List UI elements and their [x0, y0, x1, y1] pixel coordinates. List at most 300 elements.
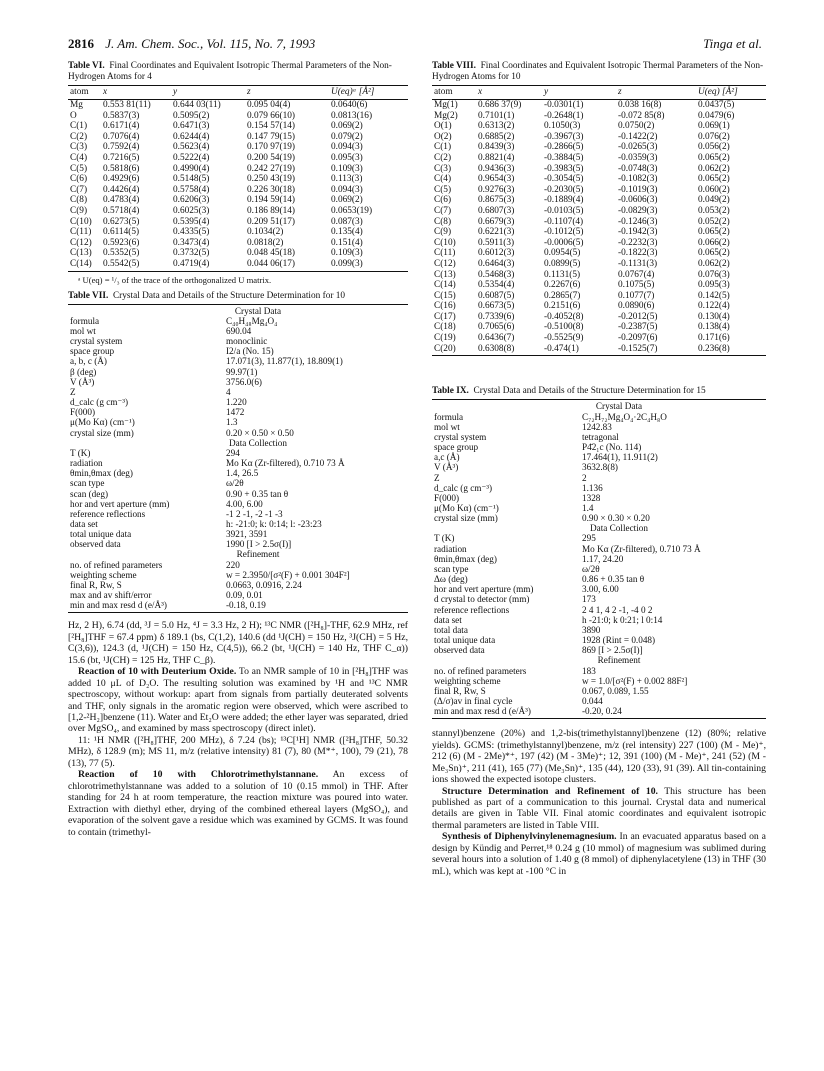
table-cell: 0.236(8)	[698, 343, 730, 354]
table-cell: 0.3732(5)	[173, 248, 210, 259]
table-cell: 0.4719(4)	[173, 258, 210, 269]
table-cell: 0.5837(3)	[103, 110, 140, 121]
parameter-value: 4.00, 6.00	[226, 498, 263, 509]
paragraph: 11: ¹H NMR ([²H₈]THF, 200 MHz), δ 7.24 (bs); ¹³C[¹H] NMR ([²H₈]THF, 50.32 MHz), δ 128.9 (m); MS 11, m/z (relative intensity) 81 (7), 80 (M*⁺, 100), 79 (21), 78 (13), 77 (5).	[68, 734, 408, 769]
parameter-value: P4̄2₁c (No. 114)	[582, 442, 642, 453]
table-row	[432, 625, 766, 635]
parameter-label: max and av shift/error	[70, 590, 152, 601]
column-header: z	[245, 86, 329, 100]
column-header: x	[476, 86, 542, 100]
table-cell: -0.1082(3)	[618, 174, 658, 185]
parameter-label: min and max resd d (e/Å³)	[70, 600, 167, 611]
table-cell: -0.5100(8)	[544, 322, 584, 333]
table-row	[432, 432, 766, 442]
table-cell: 0.1077(7)	[618, 290, 655, 301]
table-row	[68, 519, 408, 529]
table-cell: 0.060(2)	[698, 184, 730, 195]
table-row	[432, 153, 766, 164]
table-cell: 0.4990(4)	[173, 163, 210, 174]
table-row	[432, 333, 766, 344]
column-header: U(eq)ᵃ [Å²]	[329, 86, 408, 100]
column-header: z	[616, 86, 696, 100]
table-row	[68, 142, 408, 153]
table-row	[68, 111, 408, 122]
parameter-label: V (Å³)	[70, 376, 95, 387]
table-cell: 0.052(2)	[698, 216, 730, 227]
table-cell: -0.2387(5)	[618, 322, 658, 333]
table-cell: 0.4783(4)	[103, 195, 140, 206]
table-cell: 0.6087(5)	[478, 290, 515, 301]
table-row	[68, 185, 408, 196]
table-8	[432, 61, 766, 356]
table-row	[68, 153, 408, 164]
table-cell: -0.2648(1)	[544, 110, 584, 121]
table-cell: 0.226 30(18)	[247, 184, 296, 195]
table-row	[68, 509, 408, 519]
table-row	[432, 594, 766, 604]
parameter-label: (Δ/σ)av in final cycle	[434, 695, 513, 706]
table-row	[68, 316, 408, 326]
table-cell: -0.0103(5)	[544, 205, 584, 216]
parameter-label: formula	[70, 315, 100, 326]
table-cell: -0.3884(5)	[544, 152, 584, 163]
table-cell: 0.094(3)	[331, 184, 363, 195]
table-cell: 0.6308(8)	[478, 343, 515, 354]
parameter-value: 3632.8(8)	[582, 462, 618, 473]
table-row	[432, 554, 766, 564]
parameter-value: 0.044	[582, 695, 603, 706]
parameter-value: 0.067, 0.089, 1.55	[582, 685, 649, 696]
table-cell: 0.113(3)	[331, 174, 363, 185]
table-cell: 0.6244(4)	[173, 131, 210, 142]
table-9	[432, 386, 766, 719]
table-cell: 0.130(4)	[698, 311, 730, 322]
parameter-label: d_calc (g cm⁻³)	[434, 482, 493, 493]
table-cell: -0.1246(3)	[618, 216, 658, 227]
table-cell: -0.1942(3)	[618, 227, 658, 238]
table-cell: -0.0006(5)	[544, 237, 584, 248]
table-cell: 0.065(2)	[698, 227, 730, 238]
table-cell: 0.0437(5)	[698, 100, 735, 110]
table-row	[68, 458, 408, 468]
table-row	[432, 227, 766, 238]
table-row	[68, 174, 408, 185]
table-cell: C(7)	[434, 205, 452, 216]
table-cell: 0.5542(5)	[103, 258, 140, 269]
table-cell: 0.069(2)	[331, 195, 363, 206]
authors: Tinga et al.	[703, 36, 762, 51]
table-cell: 0.0954(5)	[544, 248, 581, 259]
table-cell: C(2)	[434, 152, 452, 163]
table-cell: C(5)	[434, 184, 452, 195]
table-8-grid	[432, 85, 766, 356]
table-cell: 0.0890(6)	[618, 301, 655, 312]
table-row	[68, 580, 408, 590]
table-cell: 0.7592(4)	[103, 142, 140, 153]
parameter-value: 0.90 × 0.30 × 0.20	[582, 513, 650, 524]
table-row	[432, 142, 766, 153]
table-cell: 0.6273(5)	[103, 216, 140, 227]
table-cell: -0.3967(3)	[544, 131, 584, 142]
table-row	[68, 499, 408, 509]
table-row	[432, 111, 766, 122]
table-cell: 0.048 45(18)	[247, 248, 296, 259]
parameter-label: T (K)	[434, 533, 455, 544]
parameter-value: 183	[582, 665, 596, 676]
table-row	[432, 462, 766, 472]
table-cell: 0.5468(3)	[478, 269, 515, 280]
table-cell: -0.1107(4)	[544, 216, 584, 227]
parameter-value: -0.20, 0.24	[582, 706, 622, 717]
right-body-text	[432, 728, 766, 877]
parameter-label: weighting scheme	[70, 569, 137, 580]
parameter-label: crystal system	[70, 336, 123, 347]
table-row	[432, 217, 766, 228]
table-cell: 0.1131(5)	[544, 269, 581, 280]
table-cell: C(3)	[434, 163, 452, 174]
table-row	[432, 280, 766, 291]
table-7	[68, 291, 408, 614]
table-cell: 0.079 66(10)	[247, 110, 296, 121]
table-row	[68, 346, 408, 356]
table-cell: 0.2151(6)	[544, 301, 581, 312]
parameter-label: observed data	[434, 645, 485, 656]
parameter-label: final R, Rw, S	[434, 685, 486, 696]
parameter-value: 173	[582, 594, 596, 605]
parameter-value: 4	[226, 386, 231, 397]
parameter-label: space group	[434, 442, 479, 453]
table-cell: -0.0359(3)	[618, 152, 658, 163]
parameter-value: 1.4	[582, 503, 594, 514]
table-row	[432, 452, 766, 462]
table-row	[68, 336, 408, 346]
table-cell: -0.1131(3)	[618, 258, 658, 269]
parameter-value: 17.071(3), 11.877(1), 18.809(1)	[226, 356, 343, 367]
parameter-value: ω/2θ	[582, 563, 600, 574]
journal-citation: J. Am. Chem. Soc., Vol. 115, No. 7, 1993	[105, 36, 316, 51]
parameter-label: mol wt	[70, 326, 96, 337]
table-cell: C(3)	[70, 142, 88, 153]
parameter-value: h -21:0; k 0:21; l 0:14	[582, 614, 663, 625]
table-row	[68, 529, 408, 539]
paragraph: Hz, 2 H), 6.74 (dd, ³J = 5.0 Hz, ⁴J = 3.3 Hz, 2 H); ¹³C NMR ([²H₈]-THF, 62.9 MHz, ref [²H₈]THF = 67.4 ppm) δ 189.1 (bs, C(1,2), 140.6 (dd ¹J(CH) = 150 Hz, ³J(CH) = 5 Hz, C(3,6)), 124.3 (d, ¹J(CH) = 150 Hz, C(4,5)), 66.2 (bt, ¹J(CH) = 140 Hz, THF C_α)) 15.6 (bt, ¹J(CH) = 125 Hz, THF C_β).	[68, 620, 408, 666]
table-cell: 0.200 54(19)	[247, 152, 296, 163]
table-cell: 0.6313(2)	[478, 121, 515, 132]
table-cell: 0.6885(2)	[478, 131, 515, 142]
table-cell: -0.2097(6)	[618, 333, 658, 344]
table-cell: 0.087(3)	[331, 216, 363, 227]
table-cell: 0.147 79(15)	[247, 131, 296, 142]
table-cell: 0.1034(2)	[247, 227, 284, 238]
table-cell: 0.5923(6)	[103, 237, 140, 248]
table-cell: -0.1525(7)	[618, 343, 658, 354]
table-cell: 0.4335(5)	[173, 227, 210, 238]
table-row	[432, 676, 766, 686]
table-cell: 0.049(2)	[698, 195, 730, 206]
table-row	[432, 206, 766, 217]
table-cell: Mg(2)	[434, 110, 458, 121]
table-cell: 0.6464(3)	[478, 258, 515, 269]
table-cell: -0.0606(3)	[618, 195, 658, 206]
parameter-label: radiation	[70, 458, 103, 469]
table-cell: 0.3473(4)	[173, 237, 210, 248]
parameter-label: θmin,θmax (deg)	[70, 468, 133, 479]
table-row	[432, 645, 766, 655]
table-cell: C(8)	[434, 216, 452, 227]
table-cell: 0.076(2)	[698, 131, 730, 142]
table-row	[68, 195, 408, 206]
table-cell: 0.5818(6)	[103, 163, 140, 174]
table-cell: C(16)	[434, 301, 456, 312]
column-header: y	[542, 86, 616, 100]
table-row	[432, 493, 766, 503]
table-cell: C(11)	[70, 227, 92, 238]
parameter-value: 294	[226, 447, 240, 458]
parameter-label: observed data	[70, 539, 121, 550]
table-row	[68, 238, 408, 249]
table-cell: -0.4052(8)	[544, 311, 584, 322]
table-row	[68, 377, 408, 387]
parameter-value: C₄₀H₄₈Mg₄O₄	[226, 315, 278, 326]
parameter-label: F(000)	[434, 492, 460, 503]
table-cell: 0.056(2)	[698, 142, 730, 153]
table-cell: C(18)	[434, 322, 456, 333]
table-cell: 0.154 57(14)	[247, 121, 296, 132]
parameter-label: crystal system	[434, 431, 487, 442]
table-7-caption: Table VII. Crystal Data and Details of the Structure Determination for 10	[68, 290, 346, 301]
table-cell: 0.242 27(19)	[247, 163, 296, 174]
table-cell: 0.8821(4)	[478, 152, 515, 163]
table-cell: 0.7076(4)	[103, 131, 140, 142]
table-cell: C(9)	[70, 205, 88, 216]
table-cell: C(14)	[434, 280, 456, 291]
table-cell: 0.5395(4)	[173, 216, 210, 227]
table-cell: 0.0653(19)	[331, 205, 373, 216]
table-cell: 0.6206(3)	[173, 195, 210, 206]
table-cell: 0.5148(5)	[173, 174, 210, 185]
table-row	[432, 533, 766, 543]
parameter-value: 1928 (Rint = 0.048)	[582, 635, 656, 646]
table-cell: 0.1050(3)	[544, 121, 581, 132]
table-row	[68, 600, 408, 610]
table-cell: 0.0818(2)	[247, 237, 284, 248]
table-row	[68, 227, 408, 238]
table-cell: 0.0640(6)	[331, 100, 368, 110]
table-row	[68, 367, 408, 377]
table-cell: C(8)	[70, 195, 88, 206]
table-cell: 0.4426(4)	[103, 184, 140, 195]
table-cell: 0.5911(3)	[478, 237, 515, 248]
table-cell: 0.6679(3)	[478, 216, 515, 227]
table-row	[432, 412, 766, 422]
table-cell: 0.209 51(17)	[247, 216, 296, 227]
table-cell: C(12)	[70, 237, 92, 248]
table-row	[68, 560, 408, 570]
table-cell: C(12)	[434, 258, 456, 269]
table-cell: 0.686 37(9)	[478, 100, 522, 110]
parameter-label: a,c (Å)	[434, 452, 460, 463]
table-row	[68, 489, 408, 499]
paragraph: stannyl)benzene (20%) and 1,2-bis(trimethylstannyl)benzene (12) (80%; relative yields). GCMS: (trimethylstannyl)benzene, m/z (rel intensity) 227 (100) (M - Me)⁺, 212 (6) (M - 2Me)*⁺, 197 (42) (M - 3Me)⁺; 12, 391 (100) (M - Me)⁺, 241 (52) (M - Me₃Sn)⁺, 211 (41), 165 (77) (Me₃Sn)⁺, 135 (44), 120 (33), 91 (39). All tin-containing ions showed the expected isotope clusters.	[432, 728, 766, 786]
paragraph: Synthesis of Diphenylvinylenemagnesium. In an evacuated apparatus based on a design by Kündig and Perret,¹⁸ 0.24 g (10 mmol) of magnesium was sublimed during several hours into a solution of 1.40 g (8 mmol) of diphenylacetylene (13) in THF (30 mL), which was kept at -100 °C in	[432, 831, 766, 877]
parameter-value: 99.97(1)	[226, 366, 258, 377]
table-cell: 0.6221(3)	[478, 227, 515, 238]
table-cell: 0.0813(16)	[331, 110, 373, 121]
parameter-value: ω/2θ	[226, 478, 244, 489]
table-6-caption: Table VI. Final Coordinates and Equivalent Isotropic Thermal Parameters of the Non-Hydrogen Atoms for 4	[68, 61, 392, 83]
table-cell: Mg(1)	[434, 100, 458, 110]
table-7-grid	[68, 304, 408, 614]
table-cell: 0.1075(5)	[618, 280, 655, 291]
table-cell: C(13)	[70, 248, 92, 259]
table-cell: C(4)	[70, 152, 88, 163]
section-heading: Crystal Data	[234, 305, 282, 316]
table-row	[432, 442, 766, 452]
parameter-label: d crystal to detector (mm)	[434, 594, 530, 605]
table-row	[68, 417, 408, 427]
table-row	[432, 696, 766, 706]
table-row	[432, 635, 766, 645]
parameter-value: w = 2.3950/[σ²(F) + 0.001 304F²]	[226, 569, 350, 580]
table-row	[432, 503, 766, 513]
parameter-value: Mo Kα (Zr-filtered), 0.710 73 Å	[582, 543, 701, 554]
parameter-value: 0.0663, 0.0916, 2.24	[226, 579, 302, 590]
table-row	[432, 248, 766, 259]
parameter-value: -0.18, 0.19	[226, 600, 266, 611]
table-row	[432, 666, 766, 676]
table-cell: -0.3054(5)	[544, 174, 584, 185]
parameter-label: data set	[70, 518, 98, 529]
table-cell: C(15)	[434, 290, 456, 301]
table-cell: O	[70, 110, 77, 121]
table-cell: 0.6436(7)	[478, 333, 515, 344]
table-row	[68, 478, 408, 488]
parameter-value: w = 1.0/[σ²(F) + 0.002 88F²]	[582, 675, 688, 686]
parameter-label: total data	[434, 624, 468, 635]
table-row	[432, 564, 766, 574]
paragraph: Structure Determination and Refinement of 10. This structure has been published as part of a communication to this journal. Crystal data and numerical details are given in Table VII. Final atomic coordinates and equivalent isotropic thermal parameters are listed in Table VIII.	[432, 785, 767, 831]
section-heading: Refinement	[597, 655, 641, 666]
parameter-label: min and max resd d (e/Å³)	[434, 706, 531, 717]
table-row	[68, 590, 408, 600]
table-row	[432, 615, 766, 625]
parameter-label: μ(Mo Kα) (cm⁻¹)	[70, 417, 135, 428]
parameter-label: data set	[434, 614, 462, 625]
table-cell: 0.038 16(8)	[618, 100, 662, 110]
table-row	[68, 259, 408, 271]
table-row	[68, 164, 408, 175]
table-cell: 0.6025(3)	[173, 205, 210, 216]
table-row	[432, 121, 766, 132]
table-row	[432, 574, 766, 584]
parameter-value: 17.464(1), 11.911(2)	[582, 452, 658, 463]
table-cell: -0.0265(3)	[618, 142, 658, 153]
table-row	[432, 544, 766, 554]
table-row	[432, 483, 766, 493]
running-head	[68, 36, 762, 56]
table-row	[432, 706, 766, 716]
table-cell: C(2)	[70, 131, 88, 142]
parameter-label: crystal size (mm)	[70, 427, 134, 438]
table-cell: 0.069(2)	[331, 121, 363, 132]
table-cell: C(5)	[70, 163, 88, 174]
table-cell: 0.095(3)	[698, 280, 730, 291]
parameter-label: weighting scheme	[434, 675, 501, 686]
table-cell: 0.644 03(11)	[173, 100, 221, 110]
parameter-label: a, b, c (Å)	[70, 356, 107, 367]
table-cell: 0.5623(4)	[173, 142, 210, 153]
parameter-label: total unique data	[434, 635, 496, 646]
parameter-value: 0.86 + 0.35 tan θ	[582, 574, 645, 585]
parameter-label: crystal size (mm)	[434, 513, 498, 524]
paragraph: Reaction of 10 with Deuterium Oxide. To an NMR sample of 10 in [²H₈]THF was added 10 μL of D₂O. The resulting solution was examined by ¹H and ¹³C NMR spectroscopy, without workup: apart from signals from partially deuterated solvents and THF, only signals in the aromatic region were observed, which were ascribed to [1,2-²H₂]benzene (11). Water and Et₂O were added; the ether layer was separated, dried over MgSO₄, and examined by mass spectroscopy (direct inlet).	[68, 666, 408, 735]
table-row	[432, 259, 766, 270]
parameter-label: θmin,θmax (deg)	[434, 553, 497, 564]
parameter-label: d_calc (g cm⁻³)	[70, 397, 129, 408]
table-cell: 0.065(2)	[698, 174, 730, 185]
table-cell: C(9)	[434, 227, 452, 238]
table-cell: 0.5718(4)	[103, 205, 140, 216]
parameter-label: hor and vert aperture (mm)	[70, 498, 170, 509]
table-row	[68, 407, 408, 417]
table-cell: 0.135(4)	[331, 227, 363, 238]
table-row	[432, 195, 766, 206]
right-column	[432, 61, 766, 1061]
table-cell: 0.095 04(4)	[247, 100, 291, 110]
table-row	[68, 217, 408, 228]
parameter-value: 1.17, 24.20	[582, 553, 624, 564]
section-heading: Data Collection	[590, 523, 648, 534]
table-cell: -0.1012(5)	[544, 227, 584, 238]
table-cell: 0.553 81(11)	[103, 100, 151, 110]
table-row	[68, 448, 408, 458]
parameter-value: 1242.83	[582, 421, 612, 432]
table-cell: 0.186 89(14)	[247, 205, 296, 216]
parameter-value: 3890	[582, 624, 601, 635]
parameter-value: 1.220	[226, 397, 247, 408]
table-cell: 0.099(3)	[331, 258, 363, 269]
table-cell: 0.7216(5)	[103, 152, 140, 163]
parameter-label: scan type	[434, 563, 469, 574]
parameter-value: 1.136	[582, 482, 603, 493]
parameter-label: scan (deg)	[70, 488, 109, 499]
table-cell: C(20)	[434, 343, 456, 354]
table-cell: -0.1822(3)	[618, 248, 658, 259]
column-header: U(eq) [Å²]	[696, 86, 766, 100]
table-row	[432, 132, 766, 143]
table-cell: C(13)	[434, 269, 456, 280]
parameter-label: V (Å³)	[434, 462, 459, 473]
table-row	[432, 164, 766, 175]
parameter-label: mol wt	[434, 421, 460, 432]
table-cell: C(19)	[434, 333, 456, 344]
parameter-value: C₇₂H₇₂Mg₄O₄·2C₄H₈O	[582, 411, 667, 422]
table-cell: 0.109(3)	[331, 248, 363, 259]
table-cell: 0.109(3)	[331, 163, 363, 174]
table-cell: C(10)	[434, 237, 456, 248]
table-row	[432, 513, 766, 523]
table-cell: 0.094(3)	[331, 142, 363, 153]
parameter-value: 869 [I > 2.5σ(I)]	[582, 645, 643, 656]
parameter-value: 0.09, 0.01	[226, 590, 263, 601]
table-cell: 0.6012(3)	[478, 248, 515, 259]
table-row	[432, 605, 766, 615]
table-cell: 0.5222(4)	[173, 152, 210, 163]
parameter-value: 1.4, 26.5	[226, 468, 259, 479]
table-row	[432, 312, 766, 323]
table-cell: 0.8675(3)	[478, 195, 515, 206]
parameter-value: 220	[226, 559, 240, 570]
